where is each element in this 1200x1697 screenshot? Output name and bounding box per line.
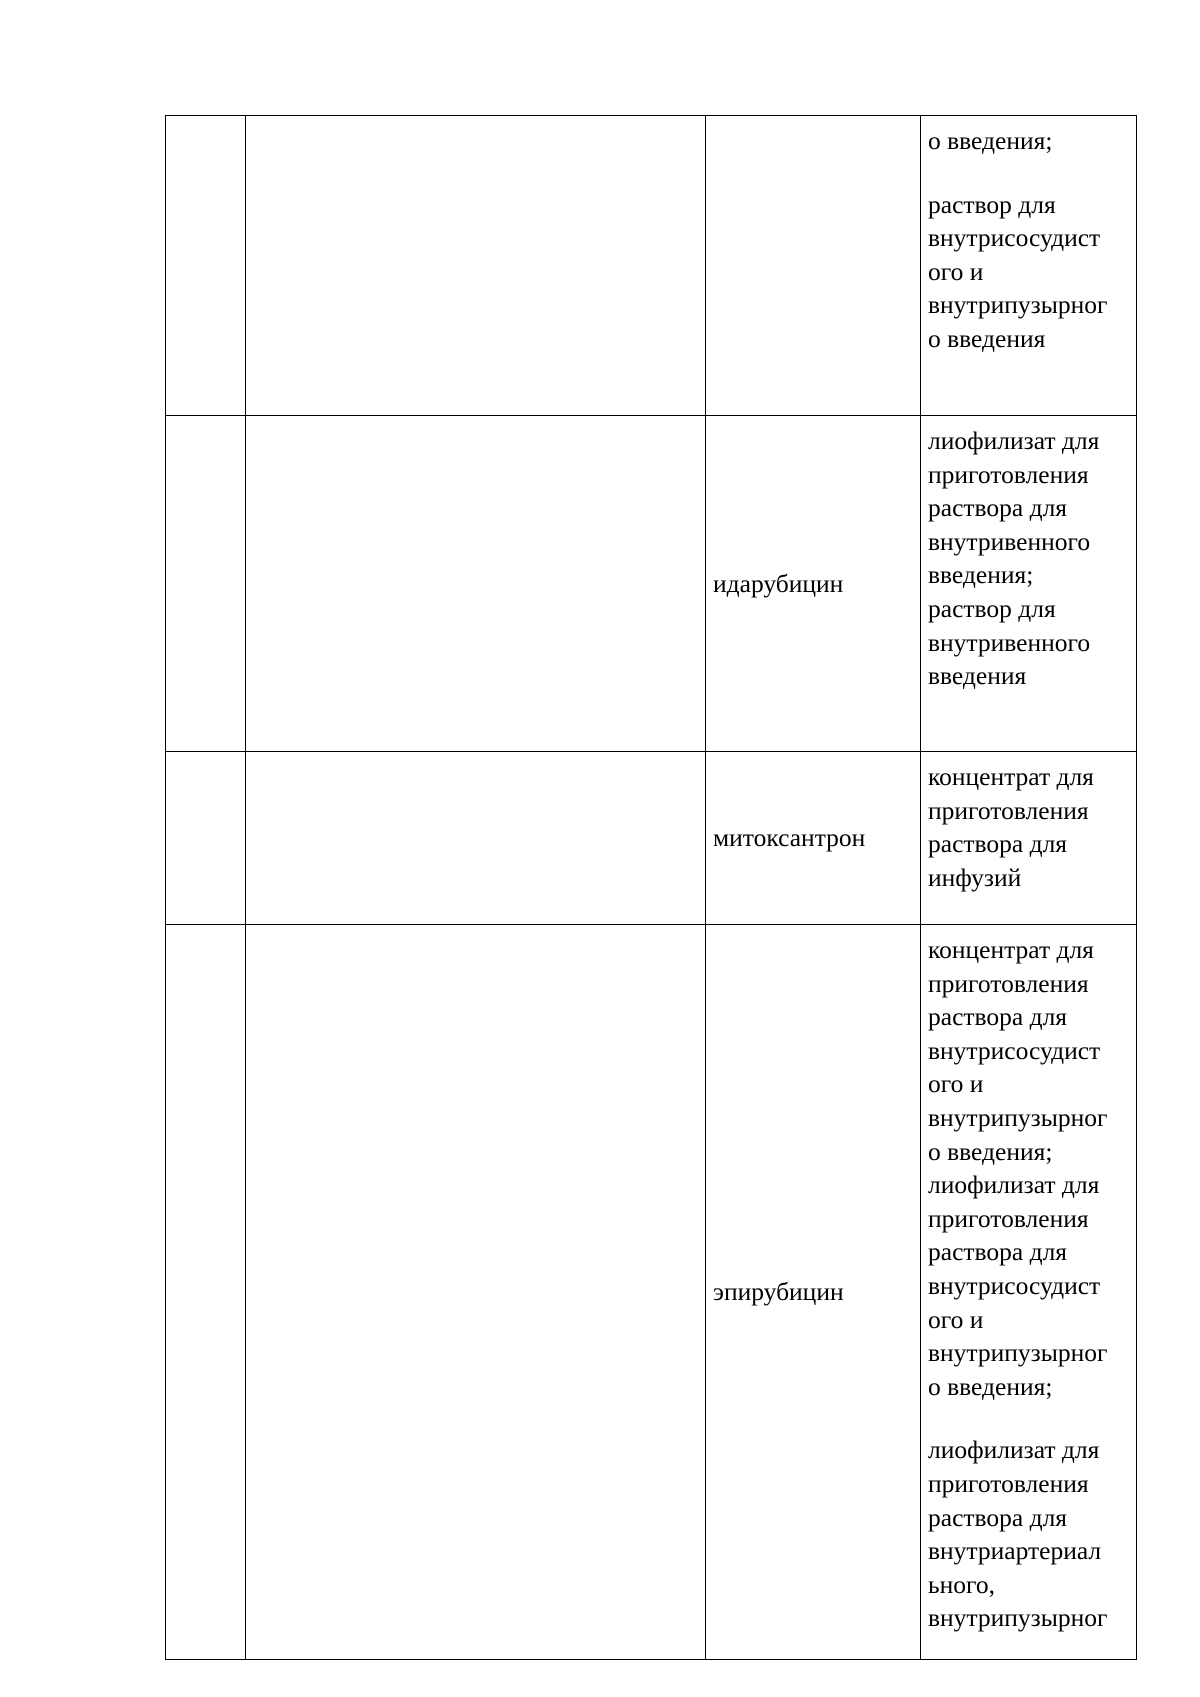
code-cell	[166, 416, 246, 752]
dosage-form-cell	[921, 752, 1137, 925]
dosage-form-line: раствора для	[928, 829, 1068, 859]
dosage-form-line: раствор для	[928, 189, 1056, 219]
dosage-form-line: внутриартериал	[928, 1536, 1102, 1566]
dosage-form-line: внутрисосудист	[928, 1035, 1101, 1065]
drug-name-cell	[706, 116, 921, 416]
group-cell	[246, 116, 706, 416]
dosage-form-line: внутрипузырног	[928, 1102, 1108, 1132]
dosage-form-line: ого и	[928, 1069, 984, 1099]
group-cell	[246, 752, 706, 925]
dosage-form-line: внутрисосудист	[928, 1270, 1101, 1300]
dosage-form-cell	[921, 116, 1137, 416]
drug-name-cell: эпирубицин	[706, 925, 921, 1660]
dosage-form-line: внутрисосудист	[928, 223, 1101, 253]
dosage-form-line: раствора для	[928, 1502, 1068, 1532]
drug-table	[165, 115, 1137, 1660]
dosage-form-line: ого и	[928, 1304, 984, 1334]
dosage-form-cell	[921, 925, 1137, 1660]
dosage-form-line: раствор для	[928, 593, 1056, 623]
code-cell	[166, 116, 246, 416]
dosage-form-line: введения;	[928, 560, 1034, 590]
dosage-form-line: ого и	[928, 256, 984, 286]
dosage-form-line: приготовления	[928, 968, 1089, 998]
table-row	[166, 752, 1137, 925]
dosage-form-line: приготовления	[928, 1468, 1089, 1498]
dosage-form-line: приготовления	[928, 459, 1089, 489]
dosage-form-line: приготовления	[928, 1203, 1089, 1233]
dosage-form-line: внутривенного	[928, 526, 1091, 556]
dosage-form-line: концентрат для	[928, 935, 1094, 964]
dosage-form-line: о введения;	[928, 126, 1053, 155]
dosage-form-line: о введения	[928, 323, 1046, 353]
dosage-form-line: лиофилизат для	[928, 1170, 1100, 1200]
dosage-form-line: раствора для	[928, 493, 1068, 523]
dosage-form-line: инфузий	[928, 862, 1022, 892]
dosage-form-line: раствора для	[928, 1002, 1068, 1032]
dosage-form-line: внутривенного	[928, 627, 1091, 657]
dosage-form-line: концентрат для	[928, 762, 1094, 791]
dosage-form-line: раствора для	[928, 1237, 1068, 1267]
dosage-form-line: введения	[928, 661, 1027, 691]
code-cell	[166, 925, 246, 1660]
table-row	[166, 116, 1137, 416]
dosage-form-line: ьного,	[928, 1569, 995, 1599]
dosage-form-line: внутрипузырног	[928, 1603, 1108, 1633]
dosage-form-line: внутрипузырног	[928, 1338, 1108, 1368]
dosage-form-line: о введения;	[928, 1136, 1053, 1166]
group-cell	[246, 925, 706, 1660]
dosage-form-line: лиофилизат для	[928, 1435, 1100, 1465]
drug-name-cell: митоксантрон	[706, 752, 921, 925]
table-row	[166, 925, 1137, 1660]
dosage-form-line: приготовления	[928, 795, 1089, 825]
table-row	[166, 416, 1137, 752]
dosage-form-cell	[921, 416, 1137, 752]
dosage-form-line: внутрипузырног	[928, 290, 1108, 320]
drug-name-cell: идарубицин	[706, 416, 921, 752]
group-cell	[246, 416, 706, 752]
dosage-form-line: о введения;	[928, 1371, 1053, 1401]
dosage-form-line: лиофилизат для	[928, 426, 1100, 455]
code-cell	[166, 752, 246, 925]
